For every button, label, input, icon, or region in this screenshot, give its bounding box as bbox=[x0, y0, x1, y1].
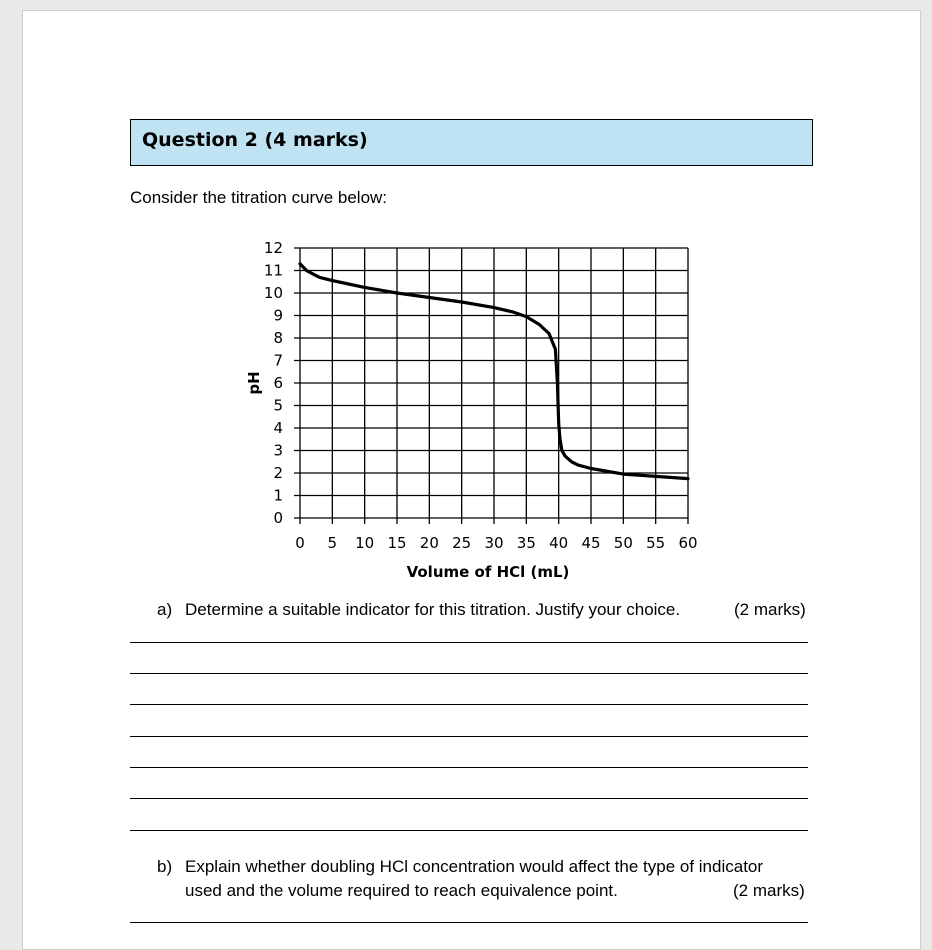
answer-line[interactable] bbox=[130, 830, 808, 831]
answer-line[interactable] bbox=[130, 642, 808, 643]
question-title: Question 2 (4 marks) bbox=[142, 129, 368, 151]
y-tick-labels bbox=[264, 239, 283, 527]
x-tick-label: 50 bbox=[613, 534, 633, 552]
part-b-text-line2: used and the volume required to reach equivalence point. bbox=[185, 881, 618, 900]
y-tick-label: 7 bbox=[273, 351, 283, 370]
answer-line[interactable] bbox=[130, 922, 808, 923]
y-tick-label: 10 bbox=[263, 284, 283, 302]
answer-line[interactable] bbox=[130, 673, 808, 674]
part-a-text: Determine a suitable indicator for this titration. Justify your choice. bbox=[185, 600, 681, 619]
answer-line[interactable] bbox=[130, 704, 808, 705]
y-tick-label: 9 bbox=[273, 306, 283, 325]
question-intro: Consider the titration curve below: bbox=[130, 188, 388, 207]
x-tick-label: 0 bbox=[295, 534, 305, 552]
x-tick-label: 25 bbox=[452, 534, 472, 552]
part-a-label: a) bbox=[157, 600, 173, 619]
answer-line[interactable] bbox=[130, 736, 808, 737]
x-axis-label: Volume of HCl (mL) bbox=[406, 563, 570, 581]
x-tick-label: 5 bbox=[327, 534, 338, 552]
y-tick-label: 8 bbox=[273, 329, 283, 347]
x-tick-label: 45 bbox=[581, 534, 601, 552]
x-tick-label: 35 bbox=[516, 534, 536, 552]
y-tick-label: 1 bbox=[273, 486, 283, 505]
y-tick-label: 2 bbox=[273, 464, 283, 482]
chart-grid bbox=[294, 248, 688, 524]
x-tick-label: 10 bbox=[355, 534, 375, 552]
part-b-marks: (2 marks) bbox=[733, 881, 805, 900]
x-tick-labels bbox=[295, 534, 697, 552]
part-b-text-line1: Explain whether doubling HCl concentration would affect the type of indicator bbox=[185, 857, 764, 876]
y-tick-label: 0 bbox=[273, 509, 283, 527]
x-tick-label: 15 bbox=[387, 534, 407, 552]
y-tick-label: 11 bbox=[263, 261, 283, 280]
y-tick-label: 12 bbox=[263, 239, 283, 257]
part-b-label: b) bbox=[157, 857, 173, 876]
y-tick-label: 6 bbox=[273, 374, 283, 392]
x-tick-label: 20 bbox=[419, 534, 439, 552]
answer-line[interactable] bbox=[130, 798, 808, 799]
y-axis-label: pH bbox=[245, 371, 263, 395]
y-tick-label: 3 bbox=[273, 441, 283, 460]
x-tick-label: 60 bbox=[678, 534, 698, 552]
x-tick-label: 40 bbox=[549, 534, 569, 552]
part-a-marks: (2 marks) bbox=[734, 600, 806, 619]
x-tick-label: 30 bbox=[484, 534, 504, 552]
x-tick-label: 55 bbox=[646, 534, 666, 552]
y-tick-label: 5 bbox=[273, 396, 283, 415]
y-tick-label: 4 bbox=[273, 419, 283, 437]
answer-line[interactable] bbox=[130, 767, 808, 768]
